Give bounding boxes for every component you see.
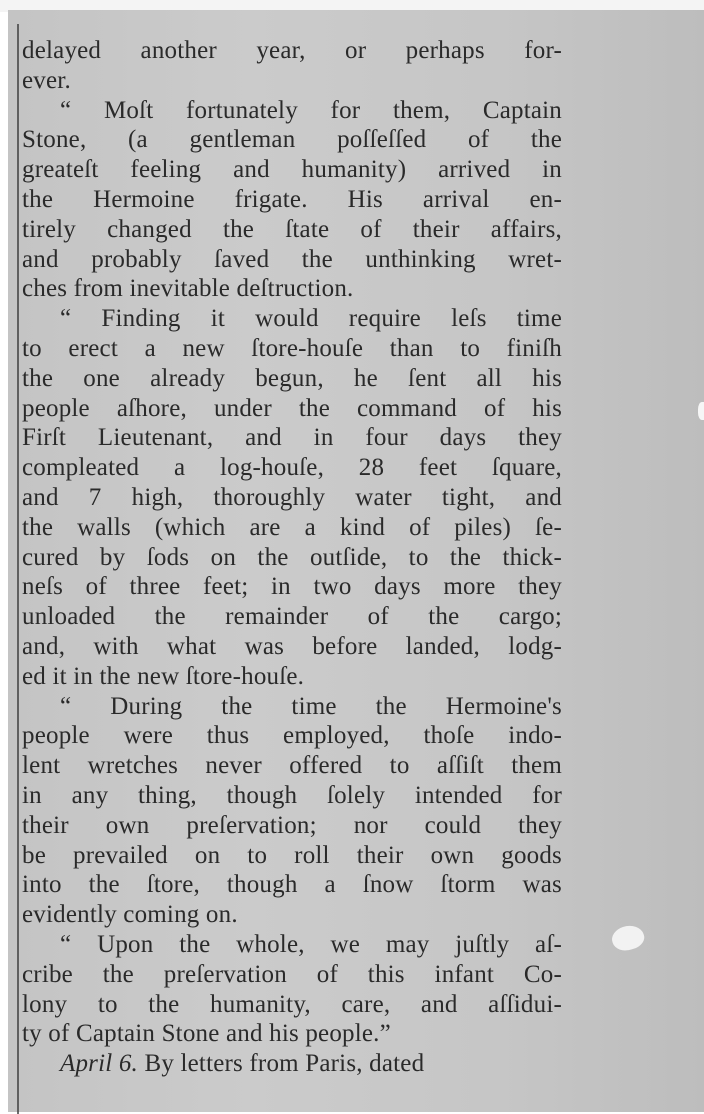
dateline: [22, 1049, 562, 1079]
dateline-text: By letters from Paris, dated: [138, 1050, 425, 1078]
text-line: ever.: [22, 66, 71, 94]
text-line: the Hermoine frigate. His arrival en-: [22, 185, 562, 213]
text-line: compleated a log-houſe, 28 feet ſquare,: [22, 454, 562, 482]
text-line: “ Moſt fortunately for them, Captain: [60, 96, 562, 124]
text-line: Firſt Lieutenant, and in four days they: [22, 424, 562, 452]
text-line: neſs of three feet; in two days more they: [22, 573, 562, 601]
text-line: “ Finding it would require leſs time: [60, 305, 562, 333]
column-rule: [17, 24, 19, 1114]
text-line: delayed another year, or perhaps for-: [22, 37, 562, 64]
text-line: be prevailed on to roll their own goods: [22, 841, 562, 869]
text-line: to erect a new ſtore-houſe than to finiſh: [22, 334, 562, 362]
text-line: people were thus employed, thoſe indo-: [22, 722, 562, 750]
text-line: lent wretches never offered to aſſiſt them: [22, 752, 562, 780]
paper-damage-spot: [698, 402, 704, 420]
text-line: in any thing, though ſolely intended for: [22, 781, 562, 809]
text-line: people aſhore, under the command of his: [22, 394, 562, 422]
text-line: ty of Captain Stone and his people.”: [22, 1020, 391, 1048]
text-line: greateſt feeling and humanity) arrived in: [22, 156, 562, 184]
text-line: and probably ſaved the unthinking wret-: [22, 245, 562, 273]
article-text: [22, 36, 562, 1079]
text-line: cured by ſods on the outſide, to the thick-: [22, 543, 562, 571]
text-line: and, with what was before landed, lodg-: [22, 632, 562, 660]
text-line: the one already begun, he ſent all his: [22, 364, 562, 392]
paper-damage-spot: [609, 922, 647, 955]
text-line: their own preſervation; nor could they: [22, 811, 562, 839]
text-line: the walls (which are a kind of piles) ſe-: [22, 513, 562, 541]
text-line: into the ſtore, though a ſnow ſtorm was: [22, 871, 562, 899]
text-line: Stone, (a gentleman poſſeſſed of the: [22, 126, 562, 154]
text-line: and 7 high, thoroughly water tight, and: [22, 483, 562, 511]
text-line: lony to the humanity, care, and aſſidui-: [22, 990, 562, 1018]
text-line: tirely changed the ſtate of their affairs,: [22, 215, 562, 243]
text-line: evidently coming on.: [22, 901, 238, 929]
text-line: ches from inevitable deſtruction.: [22, 275, 354, 303]
text-line: unloaded the remainder of the cargo;: [22, 603, 562, 631]
dateline-date: April 6.: [60, 1050, 138, 1078]
text-line: “ Upon the whole, we may juſtly aſ-: [60, 930, 562, 958]
text-line: cribe the preſervation of this infant Co-: [22, 960, 562, 988]
newspaper-page: [8, 10, 704, 1112]
text-line: ed it in the new ſtore-houſe.: [22, 662, 305, 690]
text-line: “ During the time the Hermoine's: [60, 692, 562, 720]
